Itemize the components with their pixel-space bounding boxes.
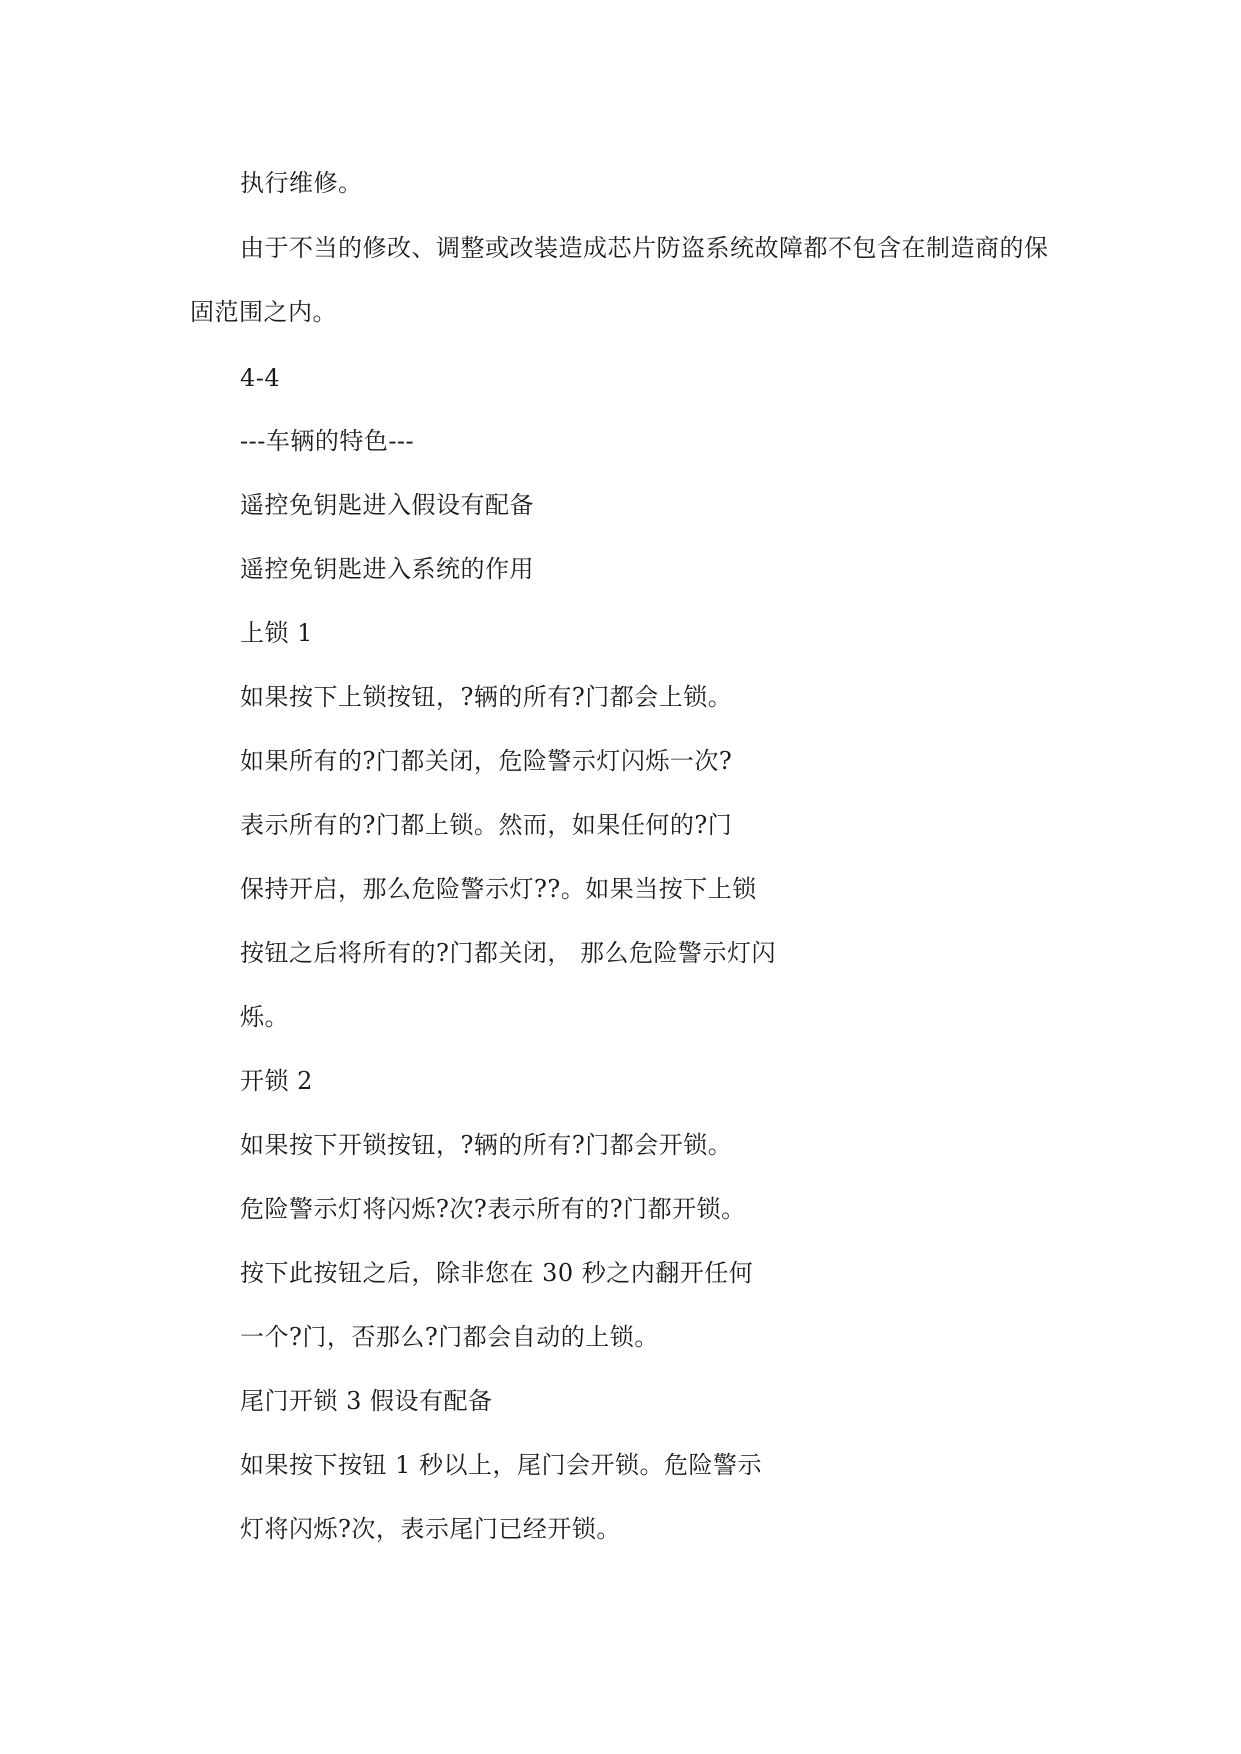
text-line-10: 如果所有的?门都关闭，危险警示灯闪烁一次?: [240, 747, 733, 775]
text-line-17: 危险警示灯将闪烁?次?表示所有的?门都开锁。: [240, 1195, 746, 1223]
text-line-16: 如果按下开锁按钮，?辆的所有?门都会开锁。: [240, 1131, 733, 1159]
text-line-11: 表示所有的?门都上锁。然而，如果任何的?门: [240, 811, 733, 839]
feature-subheading: 遥控免钥匙进入系统的作用: [240, 555, 534, 583]
text-line-22: 灯将闪烁?次，表示尾门已经开锁。: [240, 1515, 621, 1543]
text-line-1: 执行维修。: [240, 169, 363, 197]
text-line-13: 按钮之后将所有的?门都关闭， 那么危险警示灯闪: [240, 939, 776, 967]
text-line-9: 如果按下上锁按钮，?辆的所有?门都会上锁。: [240, 683, 733, 711]
text-line-3: 固范围之内。: [190, 298, 337, 326]
item-heading-lock: 上锁 1: [240, 619, 313, 647]
text-line-21: 如果按下按钮 1 秒以上，尾门会开锁。危险警示: [240, 1451, 763, 1479]
text-line-14: 烁。: [240, 1003, 289, 1031]
text-line-2: 由于不当的修改、调整或改装造成芯片防盗系统故障都不包含在制造商的保: [240, 234, 1049, 262]
feature-heading: 遥控免钥匙进入假设有配备: [240, 491, 534, 519]
text-line-18: 按下此按钮之后，除非您在 30 秒之内翻开任何: [240, 1259, 754, 1287]
section-number: 4-4: [240, 364, 281, 392]
text-line-12: 保持开启，那么危险警示灯??。如果当按下上锁: [240, 875, 757, 903]
section-title: ---车辆的特色---: [240, 427, 415, 455]
item-heading-unlock: 开锁 2: [240, 1067, 313, 1095]
item-heading-tailgate: 尾门开锁 3 假设有配备: [240, 1387, 493, 1415]
text-line-19: 一个?门，否那么?门都会自动的上锁。: [240, 1323, 659, 1351]
